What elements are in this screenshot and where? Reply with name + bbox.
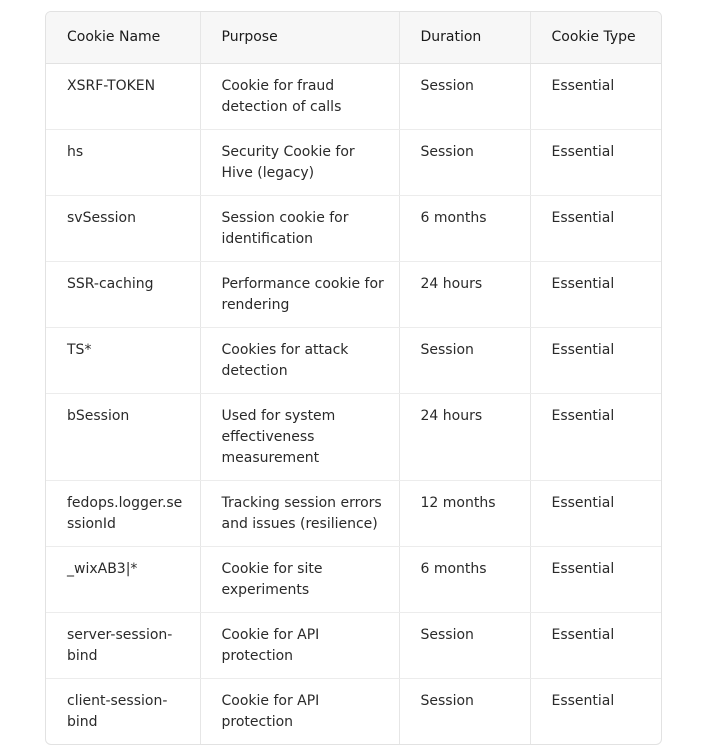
header-duration: Duration [399, 12, 530, 64]
cell-purpose: Security Cookie for Hive (legacy) [200, 130, 399, 196]
table-row [46, 481, 661, 547]
table-header [46, 12, 661, 64]
table-row [46, 64, 661, 130]
cell-duration: Session [399, 613, 530, 679]
cell-duration: Session [399, 64, 530, 130]
cell-cookie-name: bSession [46, 394, 200, 481]
table-row [46, 547, 661, 613]
table-row [46, 328, 661, 394]
cell-cookie-type: Essential [530, 481, 661, 547]
cell-duration: Session [399, 679, 530, 745]
cell-purpose: Cookies for attack detection [200, 328, 399, 394]
cell-cookie-type: Essential [530, 328, 661, 394]
header-cookie-name: Cookie Name [46, 12, 200, 64]
header-cookie-type: Cookie Type [530, 12, 661, 64]
cell-cookie-type: Essential [530, 613, 661, 679]
cell-duration: 24 hours [399, 262, 530, 328]
cell-purpose: Tracking session errors and issues (resilience) [200, 481, 399, 547]
cell-purpose: Cookie for fraud detection of calls [200, 64, 399, 130]
cell-duration: Session [399, 328, 530, 394]
cell-cookie-name: client-session-bind [46, 679, 200, 745]
header-row [46, 12, 661, 64]
table-row [46, 196, 661, 262]
cell-purpose: Used for system effectiveness measurement [200, 394, 399, 481]
cell-purpose: Cookie for site experiments [200, 547, 399, 613]
cell-cookie-type: Essential [530, 262, 661, 328]
cell-cookie-name: fedops.logger.sessionId [46, 481, 200, 547]
cell-duration: 6 months [399, 196, 530, 262]
cell-cookie-name: server-session-bind [46, 613, 200, 679]
cell-duration: Session [399, 130, 530, 196]
cell-cookie-name: TS* [46, 328, 200, 394]
cell-duration: 6 months [399, 547, 530, 613]
table-row [46, 262, 661, 328]
table-row [46, 394, 661, 481]
table-body [46, 64, 661, 745]
cell-cookie-type: Essential [530, 547, 661, 613]
cell-purpose: Cookie for API protection [200, 613, 399, 679]
header-purpose: Purpose [200, 12, 399, 64]
cell-cookie-name: svSession [46, 196, 200, 262]
table-row [46, 130, 661, 196]
cell-cookie-type: Essential [530, 130, 661, 196]
cell-cookie-type: Essential [530, 394, 661, 481]
cell-cookie-name: SSR-caching [46, 262, 200, 328]
cell-cookie-type: Essential [530, 64, 661, 130]
cell-purpose: Cookie for API protection [200, 679, 399, 745]
cell-cookie-type: Essential [530, 196, 661, 262]
cell-cookie-name: _wixAB3|* [46, 547, 200, 613]
cell-duration: 24 hours [399, 394, 530, 481]
table-row [46, 613, 661, 679]
cell-purpose: Performance cookie for rendering [200, 262, 399, 328]
cell-duration: 12 months [399, 481, 530, 547]
cell-cookie-name: XSRF-TOKEN [46, 64, 200, 130]
cell-cookie-name: hs [46, 130, 200, 196]
cookie-table [46, 12, 661, 744]
cell-cookie-type: Essential [551, 693, 615, 709]
table-row [46, 679, 661, 745]
cell-purpose: Session cookie for identification [200, 196, 399, 262]
cookie-table-container [45, 11, 662, 745]
